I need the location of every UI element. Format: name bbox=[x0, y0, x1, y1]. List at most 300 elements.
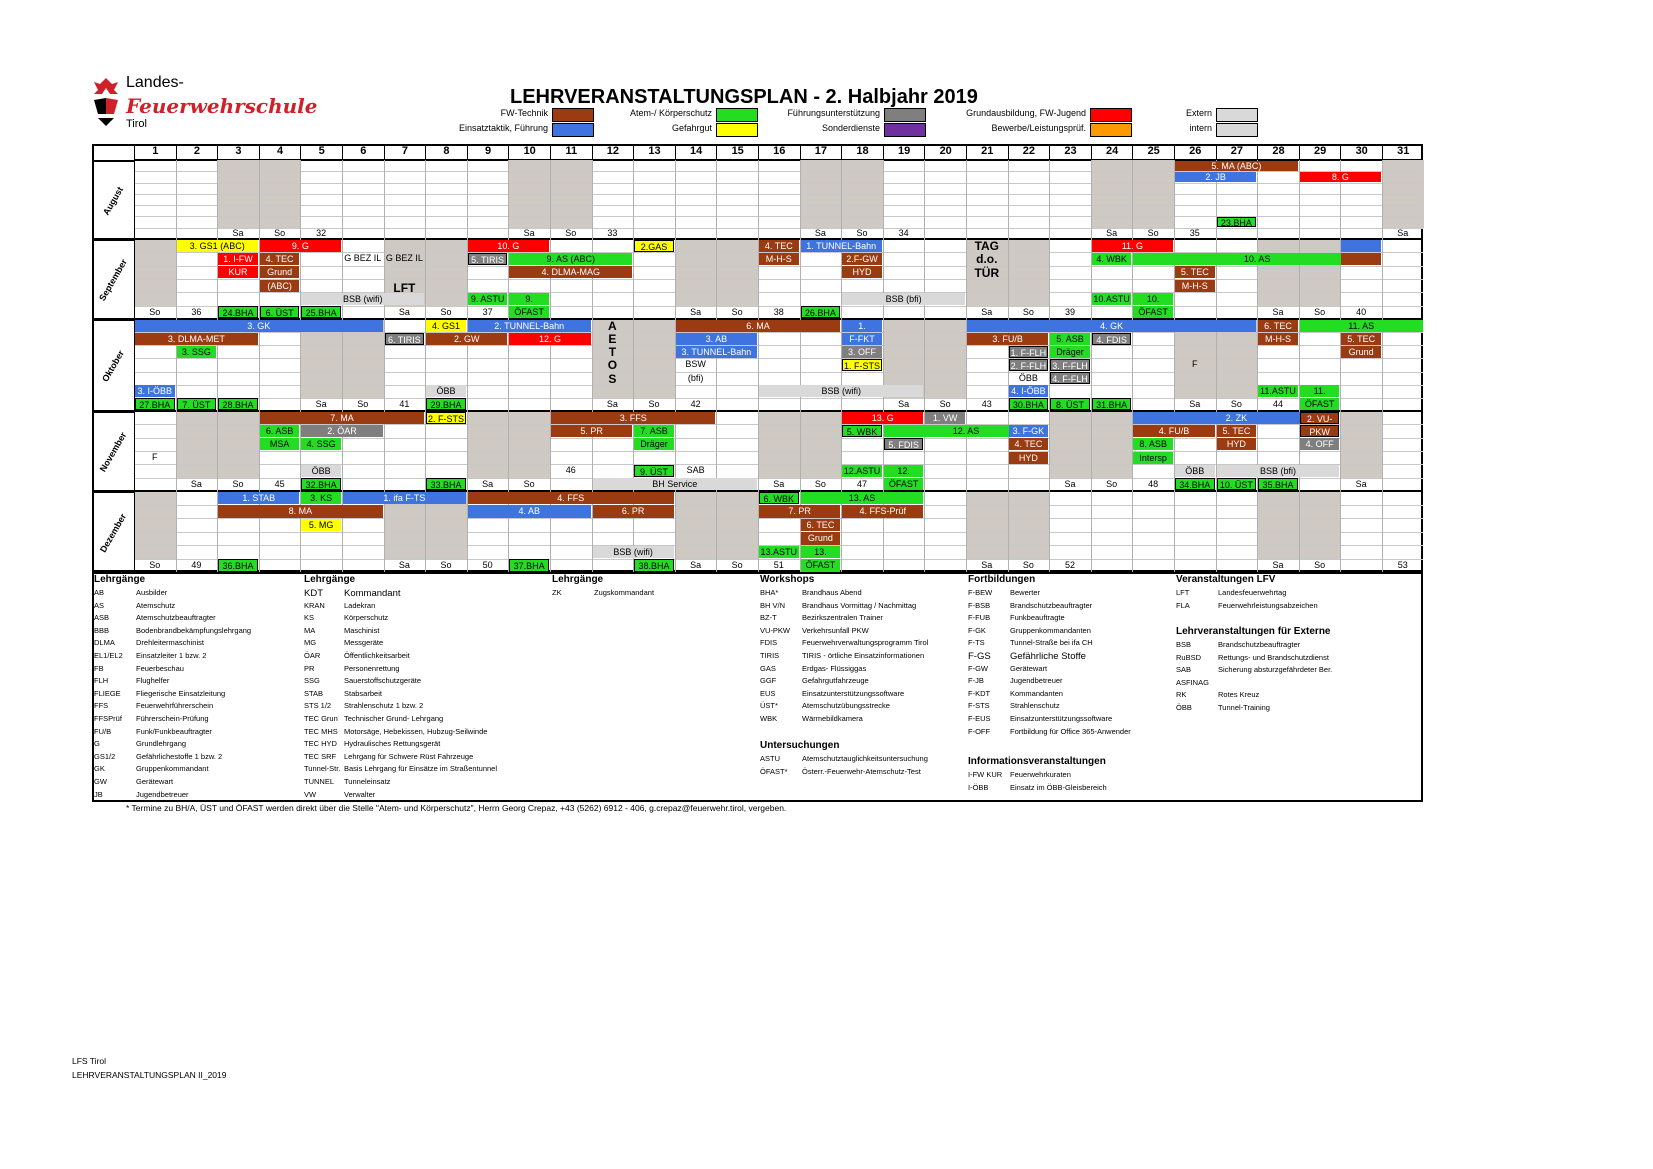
course-event[interactable]: 34.BHA bbox=[1175, 478, 1215, 490]
abbr-code: BHA* bbox=[760, 588, 779, 597]
extern-event[interactable]: ÖBB bbox=[426, 385, 466, 397]
abbr-description: Feuerbeschau bbox=[136, 663, 184, 673]
course-event[interactable]: 5. TIRIS bbox=[468, 253, 508, 265]
day-header: 23 bbox=[1049, 144, 1091, 159]
weekend-column bbox=[800, 411, 842, 478]
abbr-code: STS 1/2 bbox=[304, 701, 332, 711]
course-event[interactable]: 10. G bbox=[468, 240, 549, 252]
course-event[interactable]: 1. VW bbox=[925, 412, 965, 424]
cell-text: 40 bbox=[1356, 306, 1367, 317]
course-event[interactable]: 2. JB bbox=[1175, 172, 1256, 182]
weekend-column bbox=[425, 239, 467, 306]
cell-text: So bbox=[814, 478, 826, 489]
abbr-description: Rettungs- und Brandschutzdienst bbox=[1218, 652, 1329, 662]
abbr-section-title: Fortbildungen bbox=[968, 574, 1036, 585]
course-event[interactable]: 5. FDIS bbox=[884, 438, 924, 450]
course-event[interactable]: 7. ÜST bbox=[177, 398, 217, 410]
cell-text: Sa bbox=[398, 559, 410, 570]
abbr-code: F-JB bbox=[968, 676, 984, 686]
course-event[interactable]: 1. I-FW bbox=[218, 253, 258, 265]
course-event[interactable]: 26.BHA bbox=[801, 306, 841, 318]
course-event[interactable]: 10. bbox=[1133, 293, 1173, 305]
course-event[interactable]: 3. I-ÖBB bbox=[135, 385, 175, 397]
abbr-code: F-GS bbox=[968, 651, 991, 662]
abbreviation-table bbox=[92, 572, 1423, 802]
abbr-code: ÖFAST* bbox=[760, 766, 788, 776]
abbr-code: LFT bbox=[1176, 588, 1190, 597]
course-event[interactable]: 9. bbox=[509, 293, 549, 305]
cell-text: So bbox=[939, 398, 951, 409]
cell-text: So bbox=[149, 306, 161, 317]
cell-text: So bbox=[232, 478, 244, 489]
day-header: 2 bbox=[176, 144, 218, 159]
abbr-description: Erdgas- Flüssiggas bbox=[802, 663, 867, 673]
course-event[interactable]: 6. ÜST bbox=[260, 306, 300, 318]
course-event[interactable]: Grund bbox=[260, 266, 300, 278]
abbr-code: EL1/EL2 bbox=[94, 651, 123, 660]
weekend-column bbox=[1049, 411, 1091, 478]
day-header: 5 bbox=[300, 144, 342, 159]
abbr-description: Zugskommandant bbox=[594, 588, 655, 597]
abbr-description: Gefährliche Stoffe bbox=[1010, 651, 1086, 662]
abbr-description: Brandschutzbeauftragter bbox=[1010, 600, 1093, 610]
course-event[interactable]: 13.ASTU bbox=[760, 546, 798, 557]
abbr-description: Technischer Grund- Lehrgang bbox=[344, 714, 444, 723]
abbr-description: Einsatz im ÖBB-Gleisbereich bbox=[1010, 782, 1107, 792]
highlight-text: d.o. bbox=[976, 252, 998, 267]
abbr-code: WBK bbox=[760, 714, 778, 723]
day-header: 12 bbox=[592, 144, 634, 159]
course-event[interactable]: Grund bbox=[801, 532, 841, 545]
abbr-description: Feuerwehrführerschein bbox=[136, 701, 214, 711]
row-line bbox=[134, 358, 1423, 359]
course-event[interactable]: (ABC) bbox=[260, 280, 300, 292]
weekend-column bbox=[467, 411, 509, 478]
course-event[interactable]: 2. ÖAR bbox=[301, 425, 382, 437]
course-event[interactable]: 4. DLMA-MAG bbox=[509, 266, 632, 278]
course-event[interactable]: 5. TEC bbox=[1341, 333, 1381, 345]
course-event[interactable]: Grund bbox=[1341, 346, 1381, 358]
cell-text: Sa bbox=[981, 559, 993, 570]
cell-text: Sa bbox=[1355, 478, 1367, 489]
extern-event[interactable]: BSB (wifi) bbox=[301, 293, 424, 305]
abbr-description: TIRIS - örtliche Einsatzinformationen bbox=[802, 651, 925, 660]
course-event[interactable]: 2. GW bbox=[426, 333, 507, 345]
legend-swatch bbox=[1090, 123, 1132, 137]
course-event[interactable]: 35.BHA bbox=[1258, 478, 1298, 490]
course-event[interactable] bbox=[1341, 240, 1381, 252]
abbr-code: F-FUB bbox=[968, 613, 991, 623]
course-event[interactable]: 4. TEC bbox=[260, 253, 300, 265]
row-line bbox=[134, 266, 1423, 267]
course-event[interactable]: 13. G bbox=[842, 412, 923, 424]
course-event[interactable]: 2. VU- bbox=[1300, 412, 1340, 424]
abbr-code: FLIEGE bbox=[94, 688, 121, 698]
column-line bbox=[1132, 160, 1133, 572]
course-event[interactable]: 28.BHA bbox=[218, 398, 258, 410]
course-event[interactable]: 2.F-GW bbox=[842, 253, 882, 265]
abbr-description: Fliegerische Einsatzleitung bbox=[136, 688, 226, 698]
extern-event[interactable]: BSB (bfi) bbox=[842, 293, 965, 305]
course-event[interactable]: 8. MA bbox=[218, 505, 382, 518]
course-event[interactable]: 6. TEC bbox=[1258, 320, 1298, 332]
course-event[interactable]: PKW bbox=[1300, 425, 1340, 437]
course-event[interactable]: 9. AS (ABC) bbox=[509, 253, 632, 265]
course-event[interactable]: 4. FFS-Prüf bbox=[842, 505, 923, 518]
month-name: September bbox=[97, 257, 129, 303]
course-event[interactable]: 5. ASB bbox=[1050, 333, 1090, 345]
course-event[interactable]: Intersp bbox=[1133, 452, 1173, 464]
legend-swatch bbox=[1216, 123, 1258, 137]
extern-event[interactable]: ÖBB bbox=[301, 465, 341, 477]
course-event[interactable]: 3. OFF bbox=[842, 346, 882, 358]
weekend-column bbox=[508, 411, 550, 478]
extern-event[interactable]: ÖBB bbox=[1175, 465, 1215, 477]
course-event[interactable]: 1. TUNNEL-Bahn bbox=[801, 240, 882, 252]
abbr-section-title: Lehrgänge bbox=[304, 574, 356, 585]
course-event[interactable]: 4. FU/B bbox=[1133, 425, 1214, 437]
course-event[interactable]: 11. AS bbox=[1300, 320, 1423, 332]
course-event[interactable]: 4. GS1 bbox=[426, 320, 466, 332]
course-event[interactable]: 9. G bbox=[260, 240, 341, 252]
course-event[interactable]: 12. AS bbox=[884, 425, 1048, 437]
abbr-code: MA bbox=[304, 625, 316, 635]
course-event[interactable]: 11. bbox=[1300, 385, 1340, 397]
extern-event[interactable]: BSB (wifi) bbox=[759, 385, 923, 397]
abbr-code: VW bbox=[304, 789, 317, 799]
row-line bbox=[134, 183, 1423, 184]
course-event[interactable]: 33.BHA bbox=[426, 478, 466, 490]
course-event[interactable]: 8. ÜST bbox=[1050, 398, 1090, 410]
course-event[interactable]: 7. ASB bbox=[634, 425, 674, 437]
weekend-column bbox=[176, 411, 218, 478]
course-event[interactable]: 4. FFS bbox=[468, 492, 674, 505]
course-event[interactable]: 6. TEC bbox=[801, 519, 841, 532]
day-header: 22 bbox=[1008, 144, 1050, 159]
course-event[interactable]: 6. WBK bbox=[759, 492, 799, 505]
cell-text: So bbox=[274, 227, 286, 238]
course-event[interactable]: 2. F-STS bbox=[427, 413, 464, 424]
cell-text: (bfi) bbox=[687, 372, 704, 383]
course-event[interactable]: 24.BHA bbox=[218, 306, 258, 318]
abbr-code: TEC SRF bbox=[304, 751, 337, 761]
course-event[interactable]: 4. I-ÖBB bbox=[1009, 385, 1049, 397]
column-line bbox=[1340, 160, 1341, 572]
course-event[interactable]: 37.BHA bbox=[509, 559, 549, 572]
extern-event[interactable]: BSB (bfi) bbox=[1217, 465, 1340, 477]
abbr-description: Motorsäge, Hebekissen, Hubzug-Seilwinde bbox=[344, 726, 488, 736]
month-label-september bbox=[92, 239, 134, 319]
column-line bbox=[1257, 160, 1258, 572]
course-event[interactable]: KUR bbox=[218, 266, 258, 278]
abbr-description: Körperschutz bbox=[344, 613, 389, 623]
abbr-code: PR bbox=[304, 663, 315, 673]
abbr-description: Brandschutzbeauftragter bbox=[1218, 640, 1301, 649]
abbr-description: Atemschutzübungsstrecke bbox=[802, 701, 890, 711]
course-event[interactable]: 2. F-FLH bbox=[1009, 359, 1049, 371]
course-event[interactable]: 12. bbox=[884, 465, 924, 477]
day-header: 31 bbox=[1382, 144, 1424, 159]
cell-text: Sa bbox=[606, 398, 618, 409]
column-line bbox=[425, 160, 426, 572]
legend-label: Sonderdienste bbox=[821, 123, 880, 133]
course-event[interactable]: Dräger bbox=[1050, 346, 1090, 358]
cell-text: 48 bbox=[1148, 478, 1159, 489]
course-event[interactable]: 4. F-FLH bbox=[1050, 372, 1090, 384]
abbr-code: ASTU bbox=[760, 754, 781, 763]
abbr-description: Drehleitermaschinist bbox=[136, 638, 204, 648]
abbr-description: Bewerter bbox=[1010, 588, 1041, 597]
course-event[interactable]: ÖFAST bbox=[1133, 306, 1173, 318]
day-header: 4 bbox=[259, 144, 301, 159]
extern-event[interactable]: BSB (wifi) bbox=[593, 546, 674, 559]
abbr-code: BZ-T bbox=[760, 613, 777, 623]
course-event[interactable]: 4. TEC bbox=[759, 240, 799, 252]
course-event[interactable]: ÖFAST bbox=[509, 306, 549, 318]
day-header: 25 bbox=[1132, 144, 1174, 159]
abbr-code: SAB bbox=[1176, 665, 1192, 675]
course-event[interactable]: MSA bbox=[260, 438, 300, 450]
course-event[interactable]: 38.BHA bbox=[634, 559, 674, 572]
abbr-code: GW bbox=[94, 777, 107, 786]
course-event[interactable]: 11. G bbox=[1092, 240, 1173, 252]
weekend-column bbox=[134, 491, 176, 559]
course-event[interactable]: 3. KS bbox=[301, 492, 341, 505]
row-line bbox=[134, 345, 1423, 346]
abbr-section-title: Lehrgänge bbox=[552, 574, 604, 585]
abbr-description: Gruppenkommandanten bbox=[1010, 625, 1091, 635]
course-event[interactable]: M-H-S bbox=[759, 253, 799, 265]
course-event[interactable]: 5. MG bbox=[301, 519, 341, 532]
abbr-description: Messgeräte bbox=[344, 638, 384, 648]
course-event[interactable]: HYD bbox=[1217, 438, 1257, 450]
footer-line2: LEHRVERANSTALTUNGSPLAN II_2019 bbox=[72, 1070, 227, 1080]
course-event[interactable]: 4. GK bbox=[967, 320, 1256, 332]
legend-swatch bbox=[716, 123, 758, 137]
course-event[interactable]: 3. DLMA-MET bbox=[135, 333, 258, 345]
abbr-description: Ausbilder bbox=[136, 588, 168, 597]
course-event[interactable]: HYD bbox=[842, 266, 882, 278]
abbr-code: TEC MHS bbox=[304, 726, 338, 736]
abbr-description: Landesfeuerwehrtag bbox=[1218, 588, 1287, 597]
day-header: 19 bbox=[883, 144, 925, 159]
course-event[interactable]: 3. SSG bbox=[177, 346, 217, 358]
course-event[interactable]: M-H-S bbox=[1258, 333, 1298, 345]
course-event[interactable]: 6. ASB bbox=[260, 425, 300, 437]
abbr-description: Tunneleinsatz bbox=[344, 777, 391, 786]
abbr-description: Sicherung absturzgefährdeter Ber. bbox=[1218, 665, 1333, 675]
course-event[interactable]: 6. PR bbox=[593, 505, 674, 518]
abbr-code: I-ÖBB bbox=[968, 782, 989, 792]
abbr-code: FLH bbox=[94, 676, 109, 686]
month-name: November bbox=[97, 430, 129, 474]
course-event[interactable]: 31.BHA bbox=[1092, 398, 1132, 410]
cell-text: 52 bbox=[1064, 559, 1075, 570]
day-header: 26 bbox=[1174, 144, 1216, 159]
abbr-code: GAS bbox=[760, 663, 776, 673]
page-title: LEHRVERANSTALTUNGSPLAN - 2. Halbjahr 2019 bbox=[510, 86, 978, 108]
cell-text: 37 bbox=[482, 306, 493, 317]
course-event[interactable]: 7. MA bbox=[260, 412, 424, 424]
course-event[interactable]: 2. TUNNEL-Bahn bbox=[468, 320, 591, 332]
abbr-description: Gerätewart bbox=[136, 777, 174, 786]
highlight-text: O bbox=[607, 358, 618, 373]
course-event[interactable]: 4. WBK bbox=[1092, 253, 1132, 265]
abbr-description: Bezirkszentralen Trainer bbox=[802, 613, 883, 623]
course-event[interactable]: 13. AS bbox=[801, 492, 924, 505]
course-event[interactable]: 1. ifa F-TS bbox=[343, 492, 466, 505]
course-event[interactable]: ÖFAST bbox=[1300, 398, 1340, 410]
abbr-section-title: Lehrveranstaltungen für Externe bbox=[1176, 626, 1331, 637]
course-event[interactable]: 6. TIRIS bbox=[385, 333, 425, 345]
course-event[interactable]: 2.GAS bbox=[634, 240, 674, 252]
abbr-description: Gefährlichestoffe 1 bzw. 2 bbox=[136, 751, 223, 761]
column-line bbox=[1091, 160, 1092, 572]
day-header: 15 bbox=[716, 144, 758, 159]
day-header: 20 bbox=[924, 144, 966, 159]
abbr-code: FB bbox=[94, 663, 104, 673]
abbr-code: DLMA bbox=[94, 638, 115, 648]
course-event[interactable]: 3. F-GK bbox=[1009, 425, 1049, 437]
course-event[interactable]: ÖFAST bbox=[801, 559, 841, 572]
course-event[interactable]: 3. GK bbox=[135, 320, 383, 332]
day-header: 21 bbox=[966, 144, 1008, 159]
course-event[interactable]: F-FKT bbox=[842, 333, 882, 345]
column-line bbox=[176, 160, 177, 572]
course-event[interactable]: 2. ZK bbox=[1133, 412, 1339, 424]
course-event[interactable]: 10.ASTU bbox=[1093, 293, 1130, 304]
abbr-description: Ladekran bbox=[344, 600, 376, 610]
course-event[interactable]: 3. F-FLH bbox=[1050, 359, 1090, 371]
course-event[interactable]: 3. GS1 (ABC) bbox=[177, 240, 258, 252]
course-event[interactable]: 5. TEC bbox=[1175, 266, 1215, 278]
day-header: 16 bbox=[758, 144, 800, 159]
cell-text: 49 bbox=[191, 559, 202, 570]
course-event[interactable]: HYD bbox=[1009, 452, 1049, 464]
weekend-column bbox=[1257, 491, 1299, 559]
abbr-description: Wärmebildkamera bbox=[802, 714, 863, 723]
course-event[interactable]: 1. bbox=[842, 320, 882, 332]
course-event[interactable] bbox=[1341, 253, 1381, 265]
course-event[interactable]: 4. OFF bbox=[1300, 438, 1340, 450]
abbr-code: ÜST* bbox=[760, 701, 778, 711]
row-line bbox=[134, 532, 1423, 533]
day-header: 10 bbox=[508, 144, 550, 159]
cell-text: 51 bbox=[773, 559, 784, 570]
course-event[interactable]: 23.BHA bbox=[1217, 217, 1257, 227]
course-event[interactable]: 5. TEC bbox=[1217, 425, 1257, 437]
course-event[interactable]: 7. PR bbox=[759, 505, 840, 518]
course-event[interactable]: M-H-S bbox=[1175, 280, 1215, 292]
highlight-text: A bbox=[608, 319, 617, 333]
extern-event[interactable]: BH Service bbox=[593, 478, 757, 490]
month-name: Oktober bbox=[100, 348, 126, 384]
abbr-description: Österr.-Feuerwehr-Atemschutz-Test bbox=[802, 766, 921, 776]
cell-text: So bbox=[1314, 306, 1326, 317]
abbr-description: Basis Lehrgang für Einsätze im Straßentunnel bbox=[344, 764, 497, 774]
abbr-code: GGF bbox=[760, 676, 777, 686]
day-header: 9 bbox=[467, 144, 509, 159]
abbr-code: TEC HYD bbox=[304, 739, 337, 749]
course-event[interactable]: 3. TUNNEL-Bahn bbox=[676, 346, 757, 358]
abbr-code: F-KDT bbox=[968, 688, 991, 698]
course-event[interactable]: 3. FFS bbox=[551, 412, 715, 424]
course-event[interactable]: 3. FU/B bbox=[967, 333, 1048, 345]
course-event[interactable]: 9. ASTU bbox=[468, 293, 508, 305]
cell-text: So bbox=[1230, 398, 1242, 409]
course-event[interactable]: 30.BHA bbox=[1009, 398, 1049, 410]
course-event[interactable]: 4. SSG bbox=[301, 438, 341, 450]
course-event[interactable]: ÖFAST bbox=[884, 478, 924, 490]
course-event[interactable]: 12.ASTU bbox=[843, 465, 881, 476]
course-event[interactable]: 3. AB bbox=[676, 333, 757, 345]
cell-text: So bbox=[357, 398, 369, 409]
abbr-code: EUS bbox=[760, 688, 776, 698]
course-event[interactable]: 8. G bbox=[1300, 172, 1381, 182]
abbr-code: Tunnel-Str. bbox=[304, 764, 341, 774]
logo-line2: Feuerwehrschule bbox=[126, 94, 318, 118]
day-header: 30 bbox=[1340, 144, 1382, 159]
course-event[interactable]: 6. MA bbox=[676, 320, 840, 332]
legend-label: Führungsunterstützung bbox=[787, 108, 880, 118]
abbr-description: Flughelfer bbox=[136, 676, 170, 686]
course-event[interactable]: 5. PR bbox=[551, 425, 632, 437]
course-event[interactable]: 5. MA (ABC) bbox=[1175, 161, 1298, 171]
abbr-code: BSB bbox=[1176, 640, 1192, 649]
course-event[interactable]: 25.BHA bbox=[301, 306, 341, 318]
course-event[interactable]: 12. G bbox=[509, 333, 590, 345]
course-event[interactable]: 29.BHA bbox=[426, 398, 466, 410]
cell-text: So bbox=[1106, 478, 1118, 489]
weekend-column bbox=[1008, 491, 1050, 559]
abbr-description: Funkbeauftragte bbox=[1010, 613, 1065, 623]
course-event[interactable]: 27.BHA bbox=[135, 398, 175, 410]
course-event[interactable]: 1. F-STS bbox=[843, 360, 880, 371]
abbr-code: TIRIS bbox=[760, 651, 780, 660]
cell-text: So bbox=[440, 306, 452, 317]
course-event[interactable]: 36.BHA bbox=[218, 559, 258, 572]
abbr-code: TUNNEL bbox=[304, 777, 335, 786]
course-event[interactable]: 13. bbox=[801, 546, 841, 559]
course-event[interactable]: 5. WBK bbox=[842, 425, 882, 437]
course-event[interactable]: 10. AS bbox=[1133, 253, 1381, 265]
abbr-description: Einsatzunterstützungssoftware bbox=[802, 688, 905, 698]
legend-swatch bbox=[884, 123, 926, 137]
course-event[interactable]: 9. ÜST bbox=[634, 465, 674, 477]
course-event[interactable]: 4. TEC bbox=[1009, 438, 1049, 450]
course-event[interactable]: 1. STAB bbox=[218, 492, 299, 505]
course-event[interactable]: 4. AB bbox=[468, 505, 591, 518]
abbr-description: Öffentlichkeitsarbeit bbox=[344, 651, 410, 660]
day-header: 6 bbox=[342, 144, 384, 159]
weekend-column bbox=[1299, 491, 1341, 559]
weekend-column bbox=[217, 411, 259, 478]
course-event[interactable]: 8. ASB bbox=[1133, 438, 1173, 450]
course-event[interactable]: 11.ASTU bbox=[1260, 386, 1296, 397]
abbr-code: GK bbox=[94, 764, 105, 774]
day-header: 1 bbox=[134, 144, 176, 159]
course-event[interactable]: 1. F-FLH bbox=[1009, 346, 1049, 358]
course-event[interactable]: 4. FDIS bbox=[1092, 333, 1132, 345]
abbr-code: RK bbox=[1176, 690, 1187, 700]
abbr-code: RuBSD bbox=[1176, 652, 1202, 662]
course-event[interactable]: Dräger bbox=[634, 438, 674, 450]
cell-text: 47 bbox=[856, 478, 867, 489]
cell-text: 53 bbox=[1397, 559, 1408, 570]
course-event[interactable]: 32.BHA bbox=[301, 478, 341, 490]
abbr-code: ASFINAG bbox=[1176, 677, 1209, 687]
course-event[interactable]: 10. ÜST bbox=[1217, 478, 1257, 490]
